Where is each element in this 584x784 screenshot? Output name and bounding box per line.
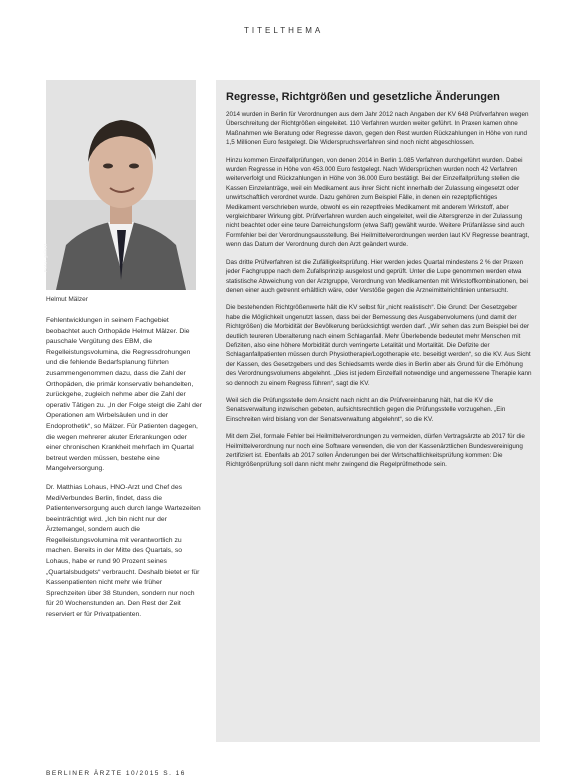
left-column-text	[46, 316, 202, 629]
left-paragraph: Fehlentwicklungen in seinem Fachgebiet beobachtet auch Orthopäde Helmut Mälzer. Die pauschale Vergütung des EBM, die Regelleistungsvolumina, die Regressdrohungen und die fehlende Bedarfsplanung führten zusammengenommen dazu, dass die Zahl der Orthopäden, die primär konservativ behandelten, zurückgehe, zugleich nehme aber die Zahl der operativ Tätigen zu. „In der Folge steigt die Zahl der Operationen am Wirbelsäulen und in der Endoprothetik“, so Mälzer. Für Patienten dagegen, die wegen mehrerer akuter Erkrankungen oder einer chronischen Krankheit mehrfach im Quartal betreut werden müssen, bestehe eine Mangelversorgung.	[46, 317, 202, 473]
info-box-paragraph: Mit dem Ziel, formale Fehler bei Heilmittelverordnungen zu vermeiden, dürfen Vertragsärzte ab 2017 für die Heilmittelverordnung nur noch eine Software verwenden, die von der Kassenärztlichen Bundesvereinigung zertifiziert ist. Ebenfalls ab 2017 sollen Änderungen bei der Wirtschaftlichkeitsprüfung kommen: Die Richtgrößenprüfung soll dann nicht mehr zwingend die Regelprüfmethode sein.	[226, 433, 525, 469]
page-footer: BERLINER ÄRZTE 10/2015 S. 16	[46, 770, 186, 777]
info-box	[216, 80, 540, 742]
info-box-paragraph: Das dritte Prüfverfahren ist die Zufälligkeitsprüfung. Hier werden jedes Quartal mindestens 2 % der Praxen jeder Fachgruppe nach dem Zufallsprinzip ausgelost und geprüft. Unter die Lupe genommen werden etwa statistische Abweichung von der Arztgruppe, Verordnung von Medikamenten mit Wirkstoffkombinationen, bei denen einer auch getrennt erhältlich wäre, oder Verstöße gegen die Arzneimittelrichtlinien untersucht.	[226, 258, 528, 294]
photo-credit: Foto: privat	[43, 243, 48, 272]
left-paragraph: Dr. Matthias Lohaus, HNO-Arzt und Chef des MediVerbundes Berlin, findet, dass die Patientenversorgung auch durch lange Wartezeiten beeinträchtigt wird. „Ich bin nicht nur der Ärztemangel, sondern auch die Regelleistungsvolumina mit verantwortlich zu machen. Bereits in der Mitte des Quartals, so Lohaus, habe er rund 90 Prozent seines „Quartalsbudgets“ verbraucht. Deshalb bietet er für Kassenpatienten nicht mehr wie früher Sprechzeiten über 38 Stunden, sondern nur noch für 20 Wochenstunden an. Den Rest der Zeit reserviert er für Privatpatienten.	[46, 483, 201, 619]
info-box-paragraph: Weil sich die Prüfungsstelle dem Ansicht nach nicht an die Prüfvereinbarung hält, hat die KV die Senatsverwaltung inzwischen gebeten, aufsichtsrechtlich gegen die Prüfungsstelle vorzugehen. „Ein Einschreiten wird bislang von der Senatsverwaltung abgelehnt“, so die KV.	[226, 396, 506, 423]
info-box-paragraph: Hinzu kommen Einzelfallprüfungen, von denen 2014 in Berlin 1.085 Verfahren durchgeführt wurden. Dabei wurden Regresse in Höhe von 453.000 Euro festgelegt. Nach Widersprüchen wurden noch 42 Verfahren weiterverfolgt und Rückzahlungen in Höhe von 36.000 Euro bestätigt. Bei der Einzelfallprüfung stellen die Kassen Einzelanträge, weil ein Medikament aus ihrer Sicht nicht innerhalb der Zulassung eingesetzt oder unwirtschaftlich verordnet wurde. Dazu gehören zum Beispiel Fälle, in denen ein rezeptpflichtiges Medikament verschrieben wurde, obwohl es ein rezeptfreies Medikament mit anderem Wirkstoff, aber vergleichbarer Wirkung gibt. Prüfverfahren wurden auch eingeleitet, weil die Altersgrenze in der Zulassung nicht beachtet oder eine teure Darreichungsform (etwa Saft) gewählt wurde. Weitere Prüfanlässe sind auch Formfehler bei der Verordnungsausstellung. Bei Heilmittelverordnungen werden laut KV Regresse beantragt, wenn das Datum der Verordnung durch den Arzt geändert wurde.	[226, 156, 530, 249]
portrait-illustration	[46, 80, 196, 290]
info-box-paragraph: Die bestehenden Richtgrößenwerte hält die KV selbst für „nicht realistisch“. Die Grund: Der Gesetzgeber habe die Möglichkeit ungenutzt lassen, dass bei der Bemessung des Ausgabenvolumens (und damit der Richtgrößen) die Morbidität der Bevölkerung berücksichtigt werden darf. „Wir sehen das zum Beispiel bei der deutlich teureren Uberalterung nach einem Schlaganfall. Mehr Überlebende bedeutet mehr Menschen mit Defiziten, also eine höhere Morbidität durch verringerte Letalität und Mortalität. Die Defizite der Schlaganfallpatienten müssen durch Physiotherapie/Logotherapie etc. beseitigt werden“, so die KV. Aus Sicht der Kassen, des Gesetzgebers und des Schiedsamts werde dies in Berlin aber als Grund für die Erhöhung des Verordnungsvolumens abgelehnt. „Dies ist jedem Einzelfall notwendige und angemessene Therapie kann so dennoch zu einem Regress führen“, sagt die KV.	[226, 304, 532, 387]
photo-caption: Helmut Mälzer	[46, 296, 88, 303]
portrait-photo	[43, 80, 196, 290]
info-box-title: Regresse, Richtgrößen und gesetzliche Änderungen	[226, 91, 500, 103]
section-label: TITELTHEMA	[244, 26, 324, 35]
info-box-paragraph: 2014 wurden in Berlin für Verordnungen aus dem Jahr 2012 nach Angaben der KV 648 Prüfverfahren wegen Überschreitung der Richtgrößen eingeleitet. 110 Verfahren wurden weiter geführt. In Praxen kamen ohne Maßnahmen wie Beratung oder Regresse davon, gegen den Rest wurden Rückzahlungen in Höhe von rund 1,5 Millionen Euro festgelegt. Die Widerspruchsverfahren sind noch nicht abgeschlossen.	[226, 111, 529, 147]
